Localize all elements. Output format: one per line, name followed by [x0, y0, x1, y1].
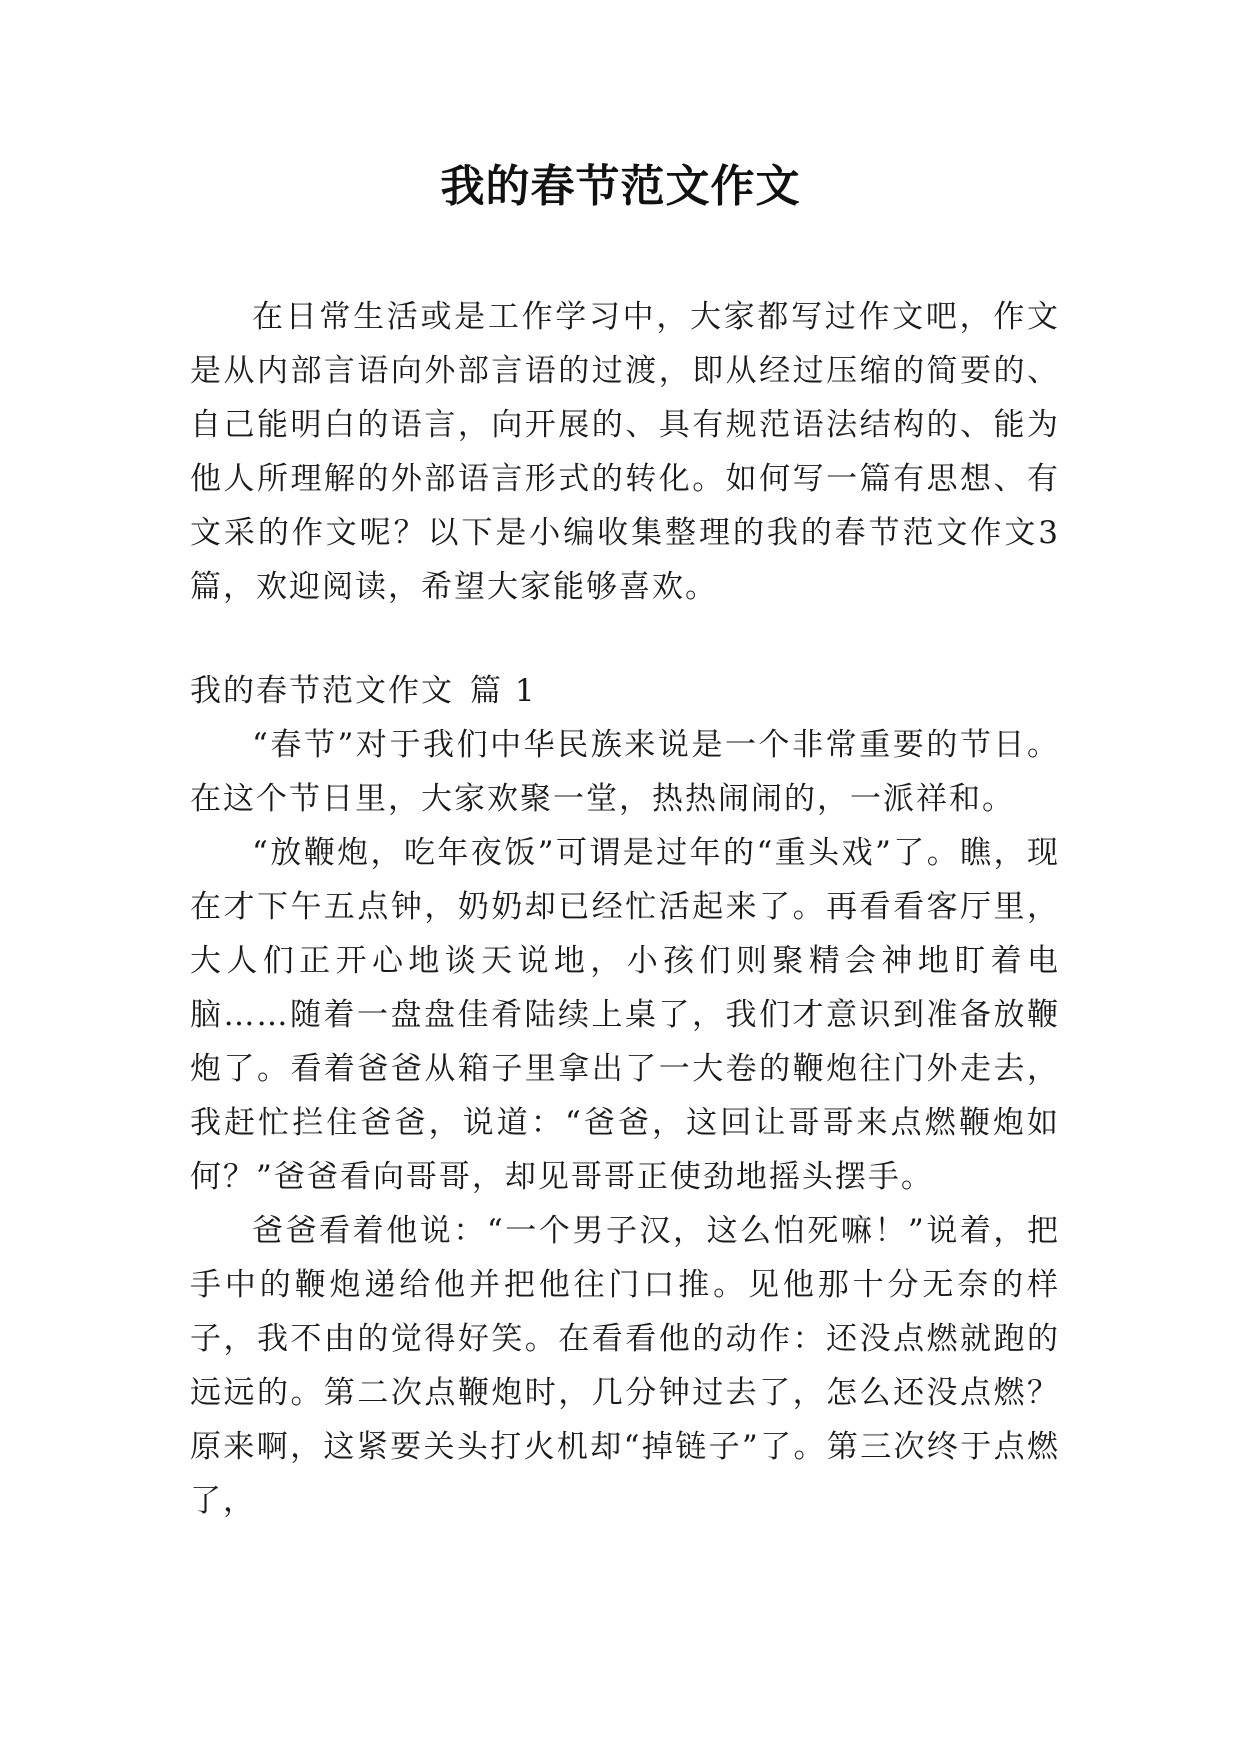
intro-paragraph: 在日常生活或是工作学习中，大家都写过作文吧，作文是从内部言语向外部言语的过渡，即从经过压缩的简要的、自己能明白的语言，向开展的、具有规范语法结构的、能为他人所理解的外部语言形式的转化。如何写一篇有思想、有文采的作文呢？以下是小编收集整理的我的春节范文作文3篇，欢迎阅读，希望大家能够喜欢。 — [190, 299, 1060, 605]
body-paragraph-3: 爸爸看着他说：“一个男子汉，这么怕死嘛！”说着，把手中的鞭炮递给他并把他往门口推。见他那十分无奈的样子，我不由的觉得好笑。在看看他的动作：还没点燃就跑的远远的。第二次点鞭炮时，几分钟过去了，怎么还没点燃？原来啊，这紧要关头打火机却“掉链子”了。第三次终于点燃了， — [190, 1213, 1060, 1519]
section-title: 我的春节范文作文 — [190, 673, 454, 709]
section-heading — [190, 664, 1060, 718]
page-title: 我的春节范文作文 — [440, 161, 801, 212]
body-paragraph-2: “放鞭炮，吃年夜饭”可谓是过年的“重头戏”了。瞧，现在才下午五点钟，奶奶却已经忙活起来了。再看看客厅里，大人们正开心地谈天说地，小孩们则聚精会神地盯着电脑……随着一盘盘佳肴陆续上桌了，我们才意识到准备放鞭炮了。看着爸爸从箱子里拿出了一大卷的鞭炮往门外走去，我赶忙拦住爸爸，说道：“爸爸，这回让哥哥来点燃鞭炮如何？”爸爸看向哥哥，却见哥哥正使劲地摇头摆手。 — [190, 835, 1060, 1195]
body-paragraph-1: “春节”对于我们中华民族来说是一个非常重要的节日。在这个节日里，大家欢聚一堂，热热闹闹的，一派祥和。 — [190, 727, 1060, 817]
document-body — [190, 290, 1060, 1528]
section-number: 篇 1 — [470, 673, 537, 709]
